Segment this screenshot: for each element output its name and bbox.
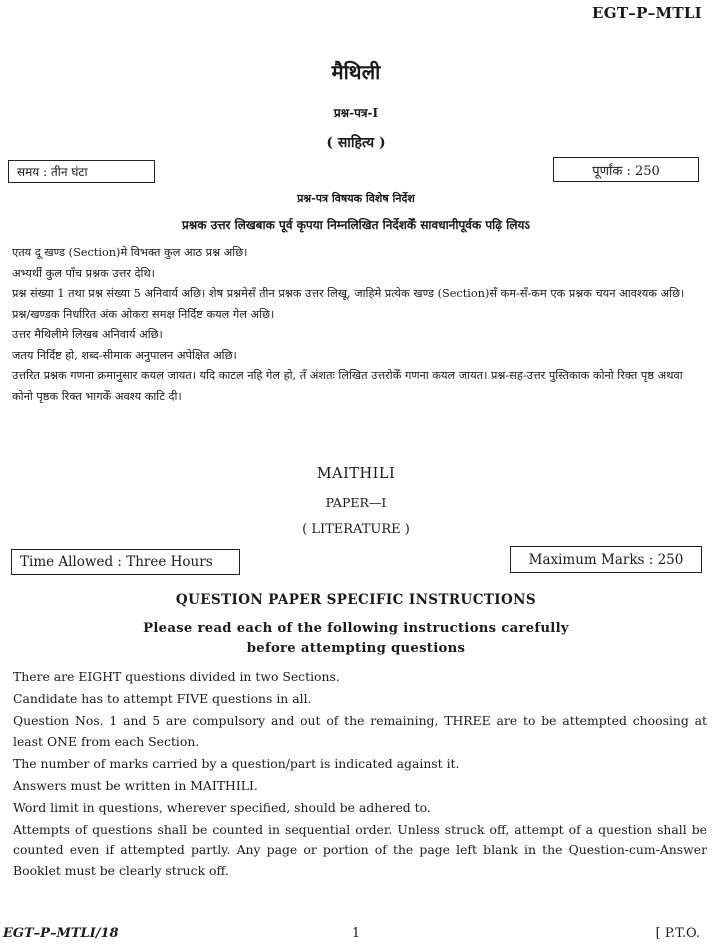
english-instruction-item: The number of marks carried by a question/part is indicated against it. — [13, 755, 460, 771]
hindi-instruction-item: उत्तर मैथिलीमे लिखब अनिवार्य अछि। — [12, 328, 163, 341]
hindi-instructions-subheading: प्रश्नक उत्तर लिखबाक पूर्व कृपया निम्नलिखित निर्देशकेँ सावधानीपूर्वक पढ़ि लियऽ — [181, 218, 531, 232]
hindi-instruction-item: एतय दू खण्ड (Section)मे विभक्त कुल आठ प्रश्न अछि। — [12, 246, 248, 259]
english-time-box — [11, 549, 240, 575]
hindi-instruction-item: उत्तरित प्रश्नक गणना क्रमानुसार कयल जायत। यदि काटल नहि गेल हो, तँ अंशतः लिखित उत्तरोकेँ गणना कयल जायत। प्रश्न-सह-उत्तर पुस्तिकाक कोनो रिक्त पृष्ठ अथवा कोनो पृष्ठक रिक्त भागकेँ अवश्य काटि दी। — [12, 369, 683, 403]
hindi-time-text: समय : तीन घंटा — [17, 165, 88, 179]
hindi-marks-box — [553, 157, 699, 182]
hindi-instructions-list — [12, 243, 706, 407]
english-title: MAITHILI — [316, 466, 396, 482]
hindi-instruction-item: अभ्यर्थी कुल पाँच प्रश्नक उत्तर देथि। — [12, 266, 155, 280]
hindi-time-box — [8, 160, 155, 183]
english-instructions-subheading-line1: Please read each of the following instructions carefully — [143, 621, 569, 636]
english-instructions-heading: QUESTION PAPER SPECIFIC INSTRUCTIONS — [175, 592, 537, 608]
hindi-marks-text: पूर्णांक : 250 — [592, 163, 660, 179]
paper-code: EGT–P–MTLI — [591, 4, 702, 22]
english-instruction-item: Candidate has to attempt FIVE questions in all. — [13, 691, 312, 706]
page-number: 1 — [351, 926, 361, 941]
footer-paper-code: EGT–P–MTLI/18 — [3, 926, 119, 941]
english-time-text: Time Allowed : Three Hours — [20, 554, 213, 570]
english-instruction-item: Word limit in questions, wherever specified, should be adhered to. — [13, 799, 431, 815]
english-marks-text: Maximum Marks : 250 — [528, 551, 684, 568]
hindi-paper-number: प्रश्न-पत्र-I — [333, 106, 379, 120]
english-instruction-item: Attempts of questions shall be counted in sequential order. Unless struck off, attempt of a question shall be counted even if attempted partly. Any page or portion of the page left blank in the Question-cum-Answer Booklet must be clearly struck off. — [13, 821, 707, 878]
please-turn-over: [ P.T.O. — [655, 926, 700, 941]
english-subtitle: ( LITERATURE ) — [302, 522, 410, 537]
english-instructions-list — [13, 667, 707, 883]
english-paper-number: PAPER—I — [325, 495, 387, 510]
english-instruction-item: Answers must be written in MAITHILI. — [13, 777, 258, 793]
english-instructions-subheading-line2: before attempting questions — [246, 641, 466, 656]
hindi-instruction-item: प्रश्न/खण्डक निर्धारित अंक ओकरा समक्ष निर्दिष्ट कयल गेल अछि। — [12, 307, 275, 321]
hindi-title: मैथिली — [331, 60, 381, 84]
english-instruction-item: Question Nos. 1 and 5 are compulsory and out of the remaining, THREE are to be attempted choosing at least ONE from each Section. — [13, 713, 707, 749]
hindi-instruction-item: प्रश्न संख्या 1 तथा प्रश्न संख्या 5 अनिवार्य अछि। शेष प्रश्नमेसँ तीन प्रश्नक उत्तर लिखू, जाहिमे प्रत्येक खण्ड (Section)सँ कम-सँ-कम एक प्रश्नक चयन आवश्यक अछि। — [12, 287, 685, 300]
english-instruction-item: There are EIGHT questions divided in two Sections. — [13, 669, 340, 684]
hindi-subtitle: ( साहित्य ) — [326, 135, 386, 151]
english-marks-box — [510, 546, 702, 573]
hindi-instructions-heading: प्रश्न-पत्र विषयक विशेष निर्देश — [297, 192, 415, 205]
hindi-instruction-item: जतय निर्दिष्ट हो, शब्द-सीमाक अनुपालन अपेक्षित अछि। — [12, 348, 237, 362]
